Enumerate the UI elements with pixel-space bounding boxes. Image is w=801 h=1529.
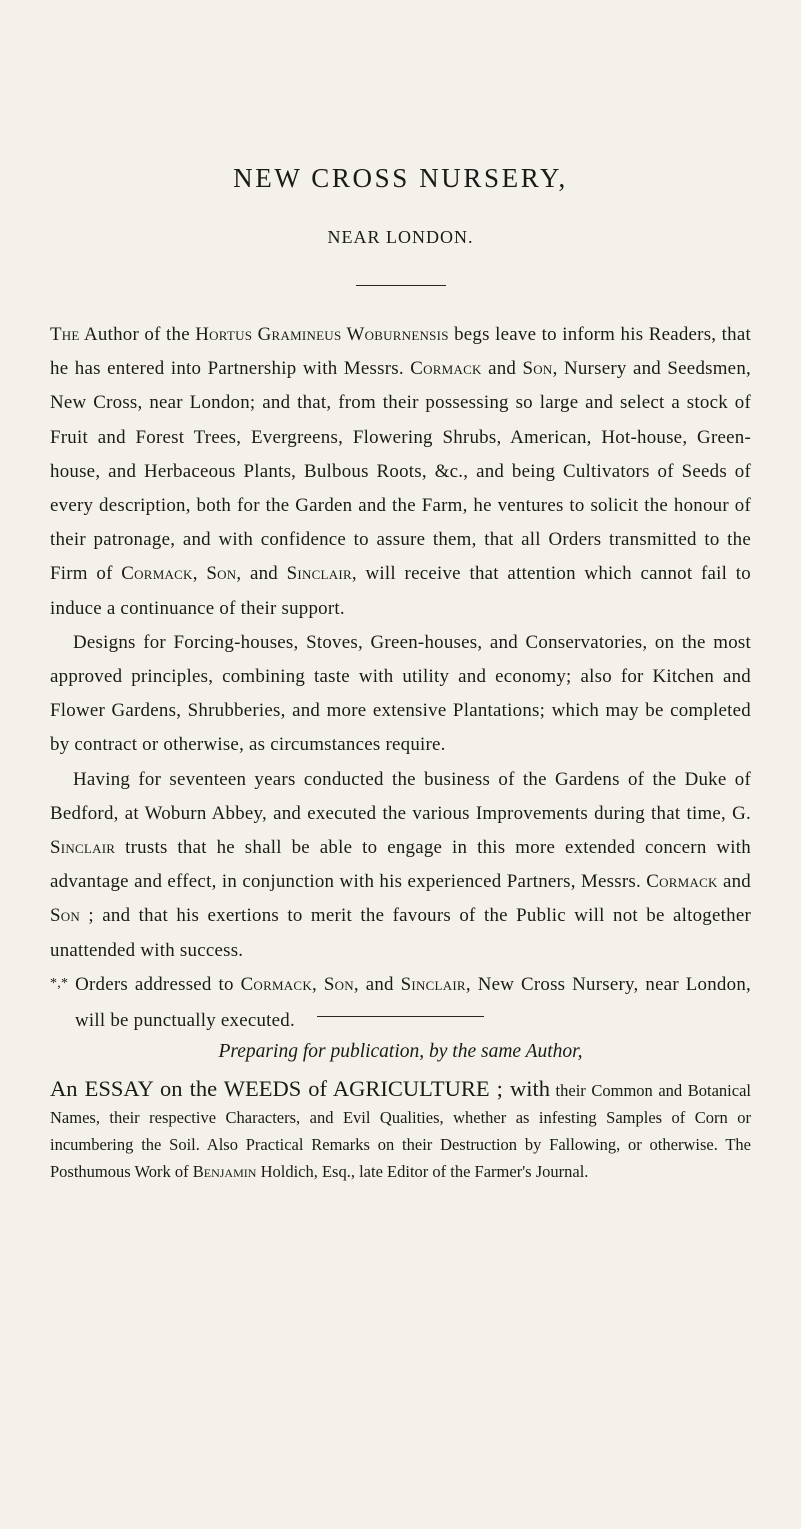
- divider-top: [356, 285, 446, 286]
- name-cormack: Cormack: [646, 871, 718, 893]
- essay-title: An ESSAY on the WEEDS of AGRICULTURE ; with: [50, 1076, 550, 1101]
- text-span: , New Cross Nursery, near London, will be punctually executed.: [75, 973, 751, 1032]
- text-span: Holdich, Esq., late Editor of the Farmer's Journal.: [256, 1162, 589, 1181]
- orders-note: [50, 968, 751, 1038]
- text-span: Orders addressed to: [68, 973, 241, 995]
- text-span: and: [241, 563, 287, 585]
- name-son: Son: [50, 905, 81, 927]
- text-span: ; and that his exertions to merit the favours of the Public will not be altogether unattended with success.: [50, 905, 751, 961]
- paragraph-partnership: [50, 318, 751, 626]
- name-sinclair: Sinclair: [400, 973, 466, 995]
- asterism-mark: *,*: [50, 975, 69, 991]
- text-span: their Common and Botanical Names, their respective Characters, and Evil Qualities, whether as infesting Samples of Corn or incumbering the Soil. Also Practical Remarks on their Destruction by Fallowing, or otherwise. The Posthumous Work of: [50, 1081, 751, 1181]
- name-cormack: Cormack: [410, 358, 482, 380]
- firm-name: Cormack, Son,: [121, 563, 242, 585]
- text-span: , Nursery and Seedsmen, New Cross, near London; and that, from their possessing so large and select a stock of Fruit and Forest Trees, Evergreens, Flowering Shrubs, American, Hot-house, Green-house, and Herbaceous Plants, Bulbous Roots, &c., and being Cultivators of Seeds of every description, both for the Garden and the Farm, he ventures to solicit the honour of their patronage, and with confidence to assure them, that all Orders transmitted to the Firm of: [50, 358, 751, 585]
- text-span: The: [50, 324, 80, 345]
- text-span: , will receive that attention which cannot fail to induce a continuance of their support.: [50, 563, 752, 619]
- book-title: Hortus Gramineus Woburnensis: [195, 324, 449, 345]
- divider-bottom: [317, 1016, 484, 1017]
- name-son: Son: [522, 358, 553, 380]
- preparing-heading: Preparing for publication, by the same Author,: [218, 1041, 583, 1062]
- text-span: Having for seventeen years conducted the business of the Gardens of the Duke of Bedford, at Woburn Abbey, and executed the various Improvements during that time, G.: [50, 768, 751, 824]
- page-subtitle: NEAR LONDON.: [327, 227, 474, 247]
- text-span: Author of the: [79, 324, 196, 345]
- text-span: and: [358, 973, 401, 995]
- firm-name: Cormack, Son,: [240, 973, 359, 995]
- page-title: NEW CROSS NURSERY,: [233, 163, 568, 193]
- main-body: [50, 318, 751, 1038]
- text-span: trusts that he shall be able to engage in this more extended concern with advantage and effect, in conjunction with his experienced Partners, Messrs.: [50, 837, 751, 893]
- text-span: and: [481, 358, 523, 380]
- text-span: and: [717, 871, 752, 893]
- name-sinclair: Sinclair: [50, 837, 116, 859]
- text-span: begs leave to inform his Readers, that he has entered into Partnership with Messrs.: [50, 324, 752, 380]
- name-sinclair: Sinclair: [286, 563, 352, 585]
- paragraph-designs: Designs for Forcing-houses, Stoves, Green-houses, and Conservatories, on the most approved principles, combining taste with utility and economy; also for Kitchen and Flower Gardens, Shrubberies, and more extensive Plantations; which may be completed by contract or otherwise, as circumstances require.: [50, 631, 751, 756]
- paragraph-experience: [50, 763, 751, 968]
- name-benjamin: Benjamin: [192, 1162, 257, 1181]
- essay-announcement: [50, 1075, 751, 1185]
